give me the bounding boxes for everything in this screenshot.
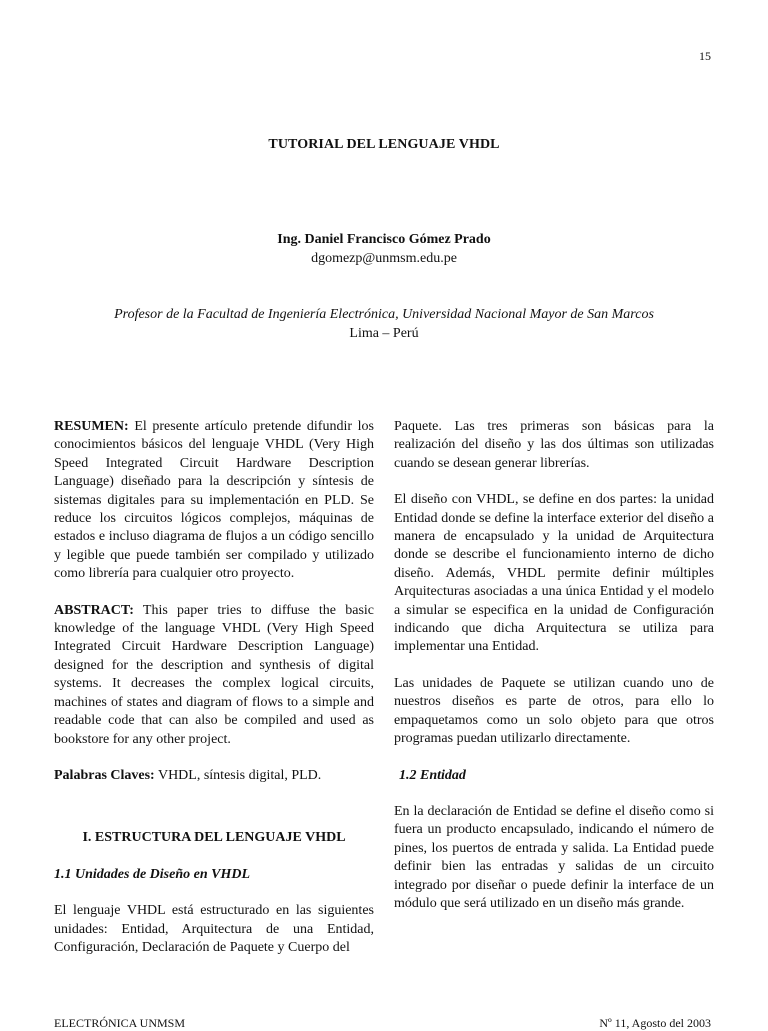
right-paragraph-1: Paquete. Las tres primeras son básicas para la realización del diseño y las dos últimas son utilizadas cuando se desean generar librerías. [394, 419, 714, 471]
author-block [0, 230, 768, 268]
resumen-label: RESUMEN: [54, 419, 129, 434]
right-column [394, 418, 714, 931]
author-name: Ing. Daniel Francisco Gómez Prado [277, 232, 491, 247]
affiliation-block [0, 305, 768, 343]
footer-journal: ELECTRÓNICA UNMSM [54, 1016, 186, 1030]
left-column [54, 418, 374, 975]
abstract-paragraph [54, 602, 374, 749]
keywords-label: Palabras Claves: [54, 767, 155, 783]
author-email: dgomezp@unmsm.edu.pe [311, 251, 457, 266]
keywords-paragraph [54, 767, 374, 785]
keywords-text: VHDL, síntesis digital, PLD. [154, 767, 322, 783]
right-paragraph-2: El diseño con VHDL, se define en dos partes: la unidad Entidad donde se define la interface exterior del diseño a manera de encapsulado y la unidad de Arquitectura donde se describe el funcionamiento interno de dicho diseño. Además, VHDL permite definir múltiples Arquitecturas asociadas a una única Entidad y el modelo a simular se especifica en la unidad de Configuración indicando que dicha Arquitectura se utiliza para implementar una Entidad. [394, 492, 714, 655]
affiliation: Profesor de la Facultad de Ingeniería Electrónica, Universidad Nacional Mayor de San Marcos [114, 307, 654, 322]
page-number: 15 [699, 49, 711, 63]
article-title: TUTORIAL DEL LENGUAJE VHDL [268, 137, 500, 152]
section-paragraph: El lenguaje VHDL está estructurado en las siguientes unidades: Entidad, Arquitectura de una Entidad, Configuración, Declaración de Paquete y Cuerpo del [54, 903, 374, 955]
abstract-label: ABSTRACT: [54, 602, 134, 618]
footer-issue: Nº 11, Agosto del 2003 [599, 1016, 711, 1030]
resumen-text: El presente artículo pretende difundir los conocimientos básicos del lenguaje VHDL (Very High Speed Integrated Circuit Hardware Description Language) diseñado para la descripción y síntesis de sistemas digitales para su implementación en PLD. Se reduce los circuitos lógicos complejos, máquinas de estados e incluso diagrama de flujos a un código sencillo y legible que puede también ser compilado y utilizado como librería para cualquier otro proyecto. [54, 419, 374, 582]
subsection-heading-1-1: 1.1 Unidades de Diseño en VHDL [54, 866, 250, 882]
abstract-text: This paper tries to diffuse the basic knowledge of the language VHDL (Very High Speed Integrated Circuit Hardware Description Language) designed for the description and synthesis of digital systems. It decreases the complex logical circuits, machines of states and diagram of flows to a simple and readable code that can also be compiled and used as bookstore for any other project. [54, 602, 374, 747]
right-paragraph-4: En la declaración de Entidad se define el diseño como si fuera un producto encapsulado, indicando el número de pines, los puertos de entrada y salida. La Entidad puede definir bien las entradas y salidas de un circuito integrado por diseñar o puede definir la interface de un módulo que será utilizado en un diseño más grande. [394, 803, 714, 911]
resumen-paragraph [54, 418, 374, 584]
city: Lima – Perú [349, 326, 419, 341]
right-paragraph-3: Las unidades de Paquete se utilizan cuando uno de nuestros diseños es parte de otros, para ello lo empaquetamos como un solo objeto para que otros programas puedan utilizarlo directamente. [394, 675, 714, 747]
subsection-heading-1-2: 1.2 Entidad [399, 767, 466, 783]
section-heading: I. ESTRUCTURA DEL LENGUAJE VHDL [82, 830, 346, 846]
